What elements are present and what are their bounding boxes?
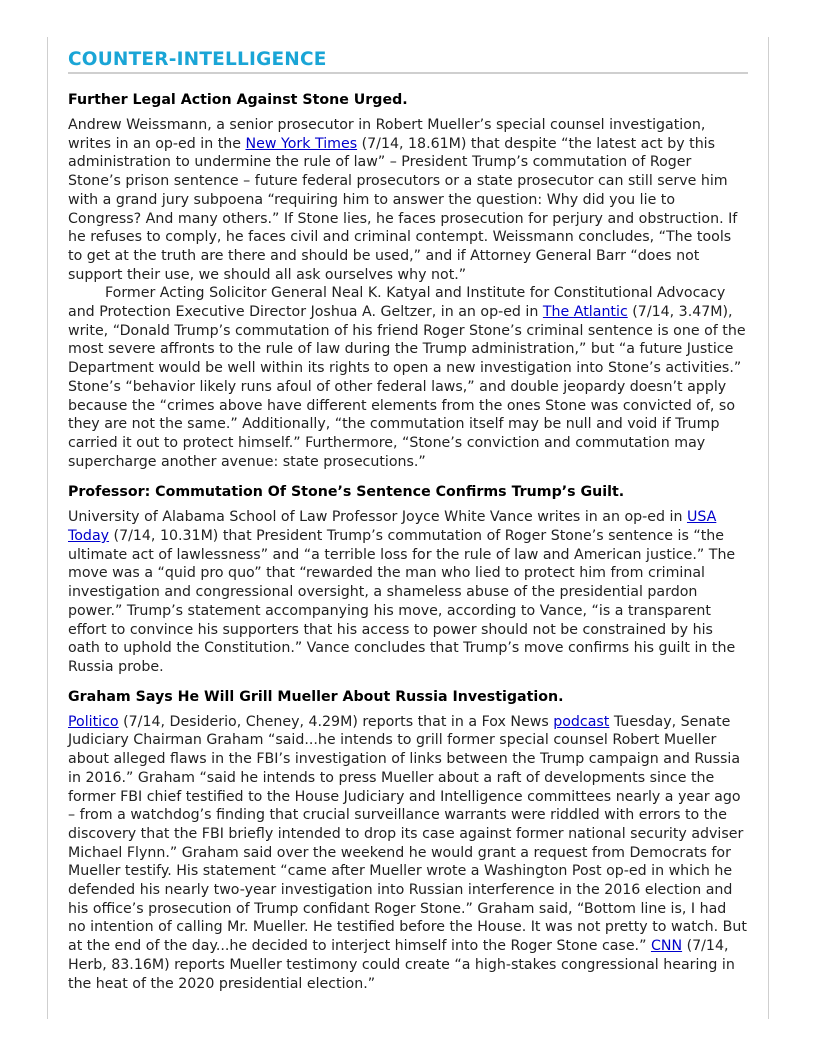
paragraph-text: (7/14, 18.61M) that despite “the latest act by this administration to undermine the rule of law” – President Trump’s commutation of Roger Stone’s prison sentence – future federal prosecutors or a state prosecutor can still serve him with a grand jury subpoena “requiring him to answer the question: Why did you lie to Congress? And many others.” If Stone lies, he faces prosecution for perjury and obstruction. If he refuses to comply, he faces civil and criminal contempt. Weissmann concludes, “The tools to get at the truth are there and should be used,” and if Attorney General Barr “does not support their use, we should all ask ourselves why not.” bbox=[68, 135, 738, 283]
paragraph-text: (7/14, 10.31M) that President Trump’s commutation of Roger Stone’s sentence is “the ultimate act of lawlessness” and “a terrible loss for the rule of law and American justice.” The move was a “quid pro quo” that “rewarded the man who lied to protect him from criminal investigation and congressional oversight, a shameless abuse of the presidential pardon power.” Trump’s statement accompanying his move, according to Vance, “is a transparent effort to convince his supporters that his access to power should not be constrained by his oath to uphold the Constitution.” Vance concludes that Trump’s move confirms his guilt in the Russia probe. bbox=[68, 528, 736, 675]
page-border-left bbox=[47, 37, 48, 1019]
paragraph-text: Andrew Weissmann, a senior prosecutor in Robert Mueller’s special counsel investigation, writes in an op-ed in the bbox=[68, 117, 706, 152]
source-link-politico[interactable]: Politico bbox=[68, 713, 119, 730]
article-stone-legal-action bbox=[68, 91, 748, 471]
paragraph-text: (7/14, 3.47M), write, “Donald Trump’s commutation of his friend Roger Stone’s criminal sentence is one of the most severe affronts to the rule of law during the Trump administration,” but “a future Justice Department would be well within its rights to open a new investigation into Stone’s activities.” Stone’s “behavior likely runs afoul of other federal laws,” and double jeopardy doesn’t apply because the “crimes above have different elements from the ones Stone was convicted of, so they are not the same.” Additionally, “the commutation itself may be null and void if Trump carried it out to protect himself.” Furthermore, “Stone’s conviction and commutation may supercharge another avenue: state prosecutions.” bbox=[68, 304, 746, 470]
paragraph-text: (7/14, Herb, 83.16M) reports Mueller testimony could create “a high-stakes congressional hearing in the heat of the 2020 presidential election.” bbox=[68, 938, 735, 992]
source-link-new-york-times[interactable]: New York Times bbox=[245, 135, 358, 152]
article-graham-mueller bbox=[68, 688, 748, 994]
source-link-the-atlantic[interactable]: The Atlantic bbox=[542, 304, 628, 321]
article-paragraph bbox=[68, 284, 748, 471]
source-link-podcast[interactable]: podcast bbox=[553, 713, 610, 730]
source-link-usa-today[interactable]: USA Today bbox=[68, 509, 717, 545]
article-commutation-confirms-guilt bbox=[68, 483, 748, 676]
newsletter-content bbox=[68, 48, 748, 993]
article-headline: Graham Says He Will Grill Mueller About Russia Investigation. bbox=[68, 688, 564, 705]
article-headline: Further Legal Action Against Stone Urged. bbox=[68, 92, 408, 108]
section-title: COUNTER-INTELLIGENCE bbox=[68, 48, 748, 74]
article-paragraph bbox=[68, 713, 748, 994]
paragraph-text: University of Alabama School of Law Professor Joyce White Vance writes in an op-ed in bbox=[68, 509, 687, 526]
source-link-cnn[interactable]: CNN bbox=[650, 938, 683, 955]
article-headline: Professor: Commutation Of Stone’s Sentence Confirms Trump’s Guilt. bbox=[68, 484, 625, 501]
paragraph-text: (7/14, Desiderio, Cheney, 4.29M) reports that in a Fox News bbox=[118, 713, 554, 730]
article-paragraph bbox=[68, 508, 748, 676]
paragraph-text: Tuesday, Senate Judiciary Chairman Graham “said...he intends to grill former special counsel Robert Mueller about alleged flaws in the FBI’s investigation of links between the Trump campaign and Russia in 2016.” Graham “said he intends to press Mueller about a raft of developments since the former FBI chief testified to the House Judiciary and Intelligence committees nearly a year ago – from a watchdog’s finding that crucial surveillance warrants were riddled with errors to the discovery that the FBI briefly intended to drop its case against former national security adviser Michael Flynn.” Graham said over the weekend he would grant a request from Democrats for Mueller testify. His statement “came after Mueller wrote a Washington Post op-ed in which he defended his nearly two-year investigation into Russian interference in the 2016 election and his office’s prosecution of Trump confidant Roger Stone.” Graham said, “Bottom line is, I had no intention of calling Mr. Mueller. He testified before the House. It was not pretty to watch. But at the end of the day...he decided to interject himself into the Roger Stone case.” bbox=[68, 713, 747, 955]
article-paragraph bbox=[68, 116, 748, 284]
page-border-right bbox=[768, 37, 769, 1019]
paragraph-text: Former Acting Solicitor General Neal K. Katyal and Institute for Constitutional Advocacy and Protection Executive Director Joshua A. Geltzer, in an op-ed in bbox=[68, 285, 726, 321]
